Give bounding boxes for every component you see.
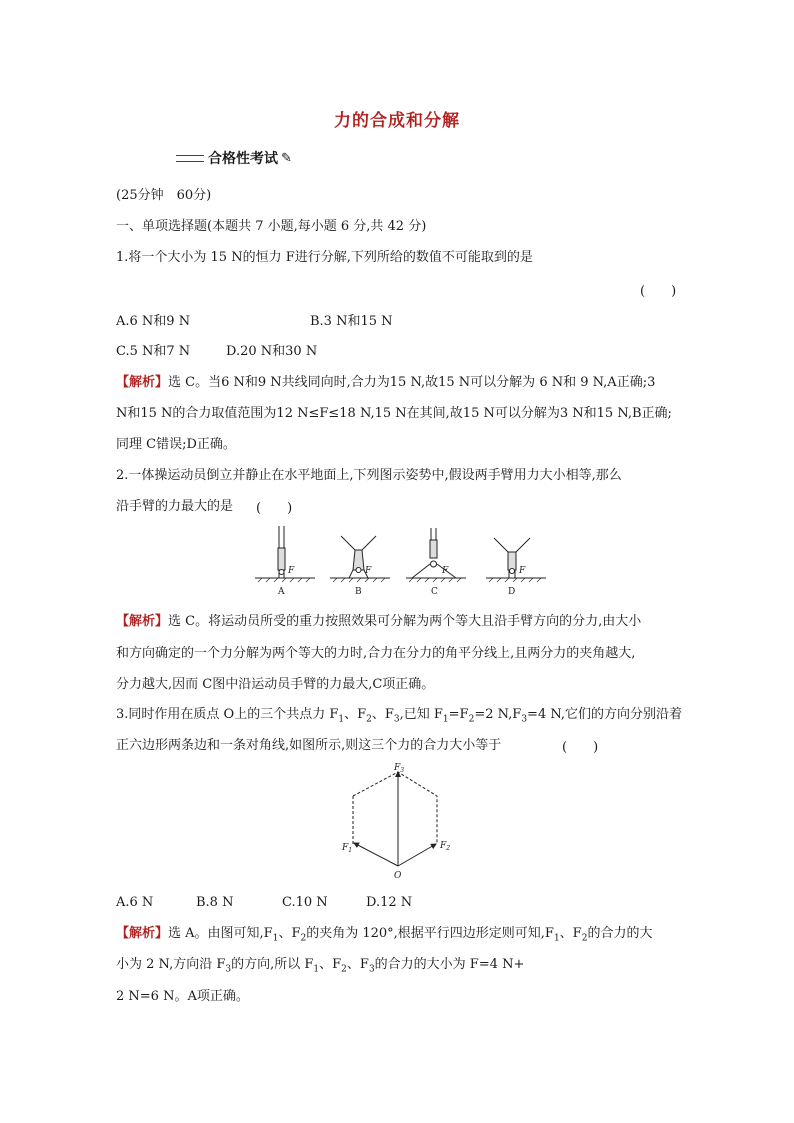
q3-analysis-line1: 【解析】选 A。由图可知$,F_1$、$F_2$的夹角为 120°,根据平行四边形定则可知$,F_1$、$F_2$的合力的大 xyxy=(116,926,653,944)
q2-analysis-line1: 【解析】选 C。将运动员所受的重力按照效果可分解为两个等大且沿手臂方向的分力,由大小 xyxy=(116,614,642,629)
q1-stem: 1.将一个大小为 15 N的恒力 F进行分解,下列所给的数值不可能取到的是 xyxy=(116,250,533,265)
q3-analysis-line3: 2 N=6 N。A项正确。 xyxy=(116,989,249,1004)
q1-analysis-line3: 同理 C错误;D正确。 xyxy=(116,437,236,452)
q2-stem-line2: 沿手臂的力最大的是 xyxy=(116,499,234,514)
figure-c xyxy=(406,528,466,582)
section-title: 合格性考试 xyxy=(208,151,278,167)
q1-option-a: A.6 N和9 N xyxy=(116,314,191,329)
part1-heading: 一、单项选择题(本题共 7 小题,每小题 6 分,共 42 分) xyxy=(116,219,427,234)
q3-option-c: C.10 N xyxy=(282,895,328,910)
f1-label: $F_1$ xyxy=(342,843,353,854)
q3-hexagon-figure xyxy=(330,758,470,883)
q3-option-d: D.12 N xyxy=(366,895,413,910)
vector-f2 xyxy=(398,844,436,866)
analysis-tag: 【解析】 xyxy=(116,375,169,390)
analysis-tag: 【解析】 xyxy=(116,614,169,629)
section-heading xyxy=(176,148,292,168)
q3-analysis-line2: 小为 2 N,方向沿 $F_3$的方向,所以 $F_1$、$F_2$、$F_3$的合力的大小为 F=4 N+ xyxy=(116,957,525,975)
q1-analysis-line1: 【解析】选 C。当6 N和9 N共线同向时,合力为15 N,故15 N可以分解为 6 N和 9 N,A正确;3 xyxy=(116,375,656,390)
figure-d-force-label: F xyxy=(519,566,526,576)
figure-c-label: C xyxy=(431,587,438,597)
figure-b xyxy=(330,536,390,582)
double-rule-icon xyxy=(176,155,204,162)
q3-option-b: B.8 N xyxy=(196,895,234,910)
figure-a-label: A xyxy=(278,587,285,597)
q1-analysis-line2: N和15 N的合力取值范围为12 N≤F≤18 N,15 N在其间,故15 N可以分解为3 N和15 N,B正确; xyxy=(116,406,672,421)
f2-label: $F_2$ xyxy=(440,841,451,852)
q1-option-b: B.3 N和15 N xyxy=(310,314,393,329)
figure-a-force-label: F xyxy=(288,566,295,576)
q2-analysis-line3: 分力越大,因而 C图中沿运动员手臂的力最大,C项正确。 xyxy=(116,677,435,692)
figure-a xyxy=(255,526,315,582)
figure-b-force-label: F xyxy=(365,566,372,576)
figure-d-label: D xyxy=(508,587,516,597)
origin-label: O xyxy=(394,871,402,881)
q2-figure xyxy=(250,522,550,602)
q2-stem-line1: 2.一体操运动员倒立并静止在水平地面上,下列图示姿势中,假设两手臂用力大小相等,那么 xyxy=(116,468,622,483)
figure-d xyxy=(486,538,546,582)
figure-b-label: B xyxy=(355,587,362,597)
q3-stem-line1: 3.同时作用在质点 O上的三个共点力 $F_1$、$F_2$、$F_3$,已知 $F_1=F_2=2$ $N,F_3=4$ N,它们的方向分别沿着 xyxy=(116,707,683,725)
q3-option-a: A.6 N xyxy=(116,895,154,910)
q2-answer-paren: ( ) xyxy=(256,501,293,516)
time-score: (25分钟 60分) xyxy=(116,188,212,203)
f3-label: $F_3$ xyxy=(394,763,405,774)
page-title: 力的合成和分解 xyxy=(334,111,460,131)
q3-stem-line2: 正六边形两条边和一条对角线,如图所示,则这三个力的合力大小等于 xyxy=(116,738,502,753)
q1-option-c: C.5 N和7 N xyxy=(116,344,191,359)
q3-answer-paren: ( ) xyxy=(562,740,599,755)
q1-option-d: D.20 N和30 N xyxy=(226,344,318,359)
vector-f1 xyxy=(354,843,398,866)
figure-c-force-label: F xyxy=(442,566,449,576)
analysis-tag: 【解析】 xyxy=(116,926,169,941)
q2-analysis-line2: 和方向确定的一个力分解为两个等大的力时,合力在分力的角平分线上,且两分力的夹角越大, xyxy=(116,646,636,661)
pencil-icon: ✎ xyxy=(281,150,292,166)
q1-answer-paren: ( ) xyxy=(640,284,677,299)
